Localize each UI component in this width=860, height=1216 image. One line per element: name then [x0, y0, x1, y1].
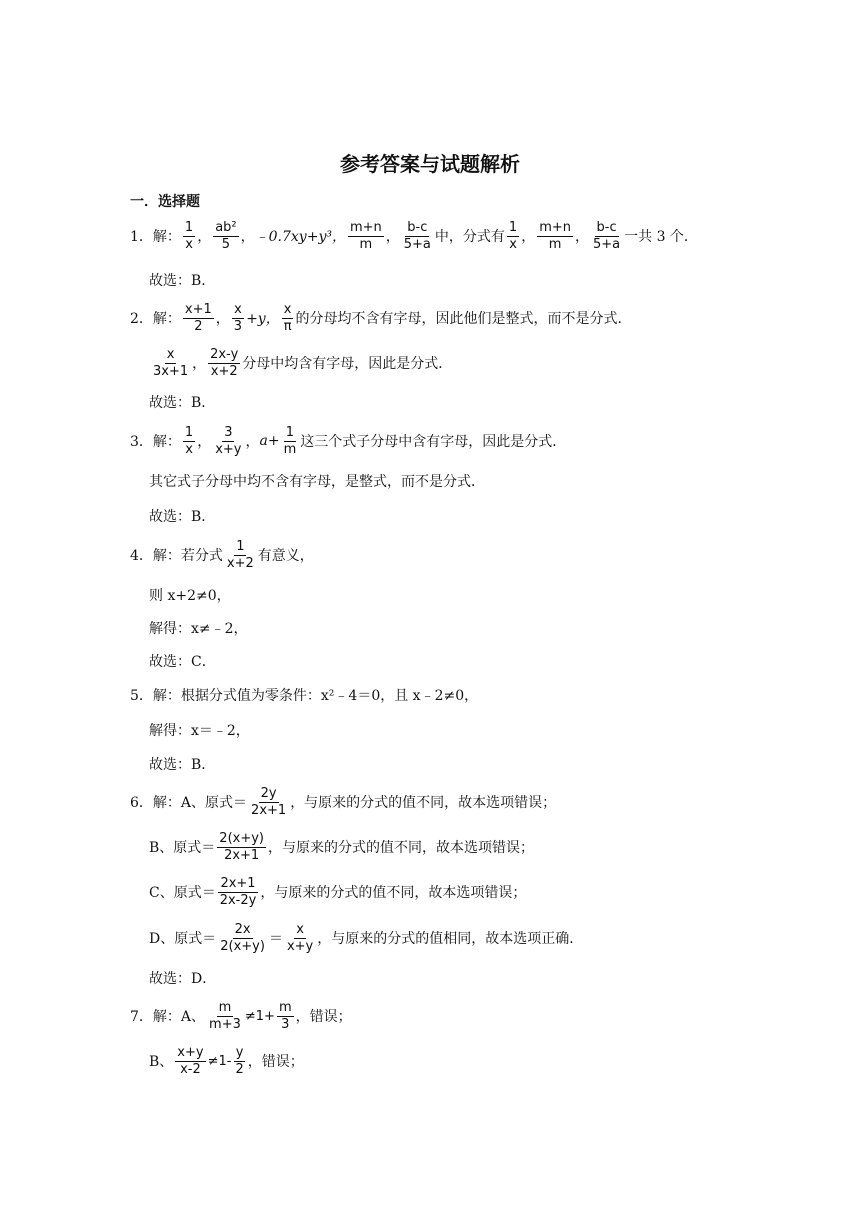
q1-fraction-3: $\frac{m+n}{m}$	[349, 219, 382, 252]
q6-c-label: C、原式＝	[149, 885, 216, 901]
q4-line-2: 则 x+2≠0，	[149, 588, 231, 604]
q3-line-2: 其它式子分母中均不含有字母，是整式，而不是分式．	[149, 474, 485, 490]
q7-a-not-equal: ≠1+	[244, 1008, 275, 1024]
q1-fraction-5: $\frac{1}{x}$	[508, 219, 518, 252]
q5-line-1: 5．解：根据分式值为零条件：x²﹣4＝0，且 x﹣2≠0，	[130, 688, 479, 704]
q1-fraction-7: $\frac{b-c}{5+a}$	[592, 219, 621, 252]
q7-number: 7．解：	[130, 1009, 181, 1025]
q1-fraction-2: $\frac{\text{ab²}}{5}$	[215, 219, 237, 252]
q7-line-b	[149, 1043, 304, 1079]
q7-b-fraction-2: $\frac{y}{2}$	[235, 1044, 244, 1077]
q3-answer: 故选：B．	[149, 509, 216, 525]
q5-answer: 故选：B．	[149, 757, 216, 773]
q7-b-not-equal: ≠1-	[207, 1053, 232, 1069]
q6-a-label: A、原式＝	[180, 795, 248, 811]
q6-a-text: ，与原来的分式的值不同，故本选项错误；	[290, 795, 557, 811]
q1-fraction-6: $\frac{m+n}{m}$	[539, 219, 571, 252]
q7-a-fraction-1: $\frac{m}{m+3}$	[209, 999, 241, 1032]
q1-fraction-4: $\frac{b-c}{5+a}$	[403, 219, 431, 252]
q3-fraction-3: $\frac{1}{m}$	[283, 424, 297, 457]
q6-b-fraction: $\frac{2(x+y)}{2x+1}$	[219, 830, 264, 863]
q7-b-label: B、	[149, 1054, 174, 1070]
q2-line-2: $\frac{x}{3x+1}$ ， $\frac{2x-y}{x+2}$ 分母中均含有字母，因此是分式．	[153, 346, 453, 379]
q7-line-a	[130, 998, 352, 1034]
q6-d-fraction-2: $\frac{x}{x+y}$	[286, 921, 314, 954]
q1-fraction-1: $\frac{1}{x}$	[184, 219, 194, 252]
q5-line-2: 解得：x＝﹣2，	[149, 723, 250, 739]
q7-b-fraction-1: $\frac{x+y}{x-2}$	[177, 1044, 204, 1077]
q2-text-2: 分母中均含有字母，因此是分式．	[242, 356, 453, 372]
q1-tail-text: 一共 3 个．	[624, 229, 698, 245]
q1-middle-text: 中，分式有	[434, 229, 505, 245]
q6-a-fraction: $\frac{2y}{2x+1}$	[251, 785, 287, 818]
q7-a-label: A、	[180, 1009, 206, 1025]
q2-line-1: 2．解： $\frac{x+1}{2}$ ， $\frac{x}{3}$ +y， $\frac{x}{\pi}$ 的分母均不含有字母，因此他们是整式，而不是分式．	[130, 301, 632, 334]
q3-a-plus: a+	[259, 433, 280, 449]
q6-d-text: ，与原来的分式的值相同，故本选项正确．	[317, 931, 584, 947]
q6-d-label: D、原式＝	[149, 931, 217, 947]
q6-d-fraction-1: $\frac{2x}{2(x+y)}$	[220, 921, 265, 954]
q2-answer: 故选：B．	[149, 395, 216, 411]
q1-answer: 故选：B．	[149, 273, 216, 289]
page-title: 参考答案与试题解析	[340, 152, 520, 176]
q4-text-1: 有意义，	[257, 548, 314, 564]
q2-fraction-5: $\frac{2x-y}{x+2}$	[210, 346, 239, 379]
q3-line-1: 3．解： $\frac{1}{x}$ ， $\frac{3}{x+y}$ ， a+ $\frac{1}{m}$ 这三个式子分母中含有字母，因此是分式．	[130, 424, 567, 457]
q4-answer: 故选：C．	[149, 654, 216, 670]
q6-number: 6．解：	[130, 795, 181, 811]
q2-fraction-1: $\frac{x+1}{2}$	[184, 301, 212, 334]
q7-a-fraction-2: $\frac{m}{3}$	[278, 999, 292, 1032]
q2-number: 2．解：	[130, 311, 181, 327]
q7-a-text: ，错误；	[295, 1009, 352, 1025]
q1-number: 1．解：	[130, 229, 181, 245]
section-heading: 一．选择题	[130, 194, 200, 210]
q6-line-c	[149, 874, 526, 910]
q1-line: 1．解： $\frac{1}{x}$ ， $\frac{\text{ab²}}{5}$ ， ﹣0.7xy+y³， $\frac{m+n}{m}$ ， $\frac{b-c}{5+a}$ 中，分式有 $\frac{1}{x}$ ， $\frac{m+n}{m}$ ， $\frac{b-c}{5+a}$ 一共 3 个．	[130, 219, 698, 252]
q2-fraction-3: $\frac{x}{\pi}$	[283, 301, 292, 334]
q6-line-d	[149, 920, 583, 956]
q7-b-text: ，错误；	[247, 1054, 304, 1070]
q3-fraction-1: $\frac{1}{x}$	[184, 424, 194, 457]
q3-fraction-2: $\frac{3}{x+y}$	[215, 424, 242, 457]
q4-intro: 4．解：若分式	[130, 548, 223, 564]
q2-plus-y: +y，	[246, 311, 280, 327]
q2-text-1: 的分母均不含有字母，因此他们是整式，而不是分式．	[295, 311, 632, 327]
q3-text-1: 这三个式子分母中含有字母，因此是分式．	[300, 434, 567, 450]
q3-number: 3．解：	[130, 434, 181, 450]
q2-fraction-4: $\frac{x}{3x+1}$	[153, 346, 189, 379]
q6-answer: 故选：D．	[149, 971, 217, 987]
q6-line-b	[149, 829, 534, 865]
q6-line-a	[130, 784, 556, 820]
q4-line-3: 解得：x≠﹣2，	[149, 621, 248, 637]
q6-c-text: ，与原来的分式的值不同，故本选项错误；	[260, 885, 527, 901]
q4-fraction-1: $\frac{1}{x+2}$	[226, 538, 254, 571]
q4-line-1	[130, 537, 314, 573]
q1-expression: ﹣0.7xy+y³，	[254, 229, 346, 245]
q6-d-equals: ＝	[268, 931, 283, 947]
q2-fraction-2: $\frac{x}{3}$	[233, 301, 243, 334]
q6-b-text: ，与原来的分式的值不同，故本选项错误；	[268, 840, 534, 856]
q6-b-label: B、原式＝	[149, 840, 216, 856]
q6-c-fraction: $\frac{2x+1}{2x-2y}$	[219, 875, 257, 908]
